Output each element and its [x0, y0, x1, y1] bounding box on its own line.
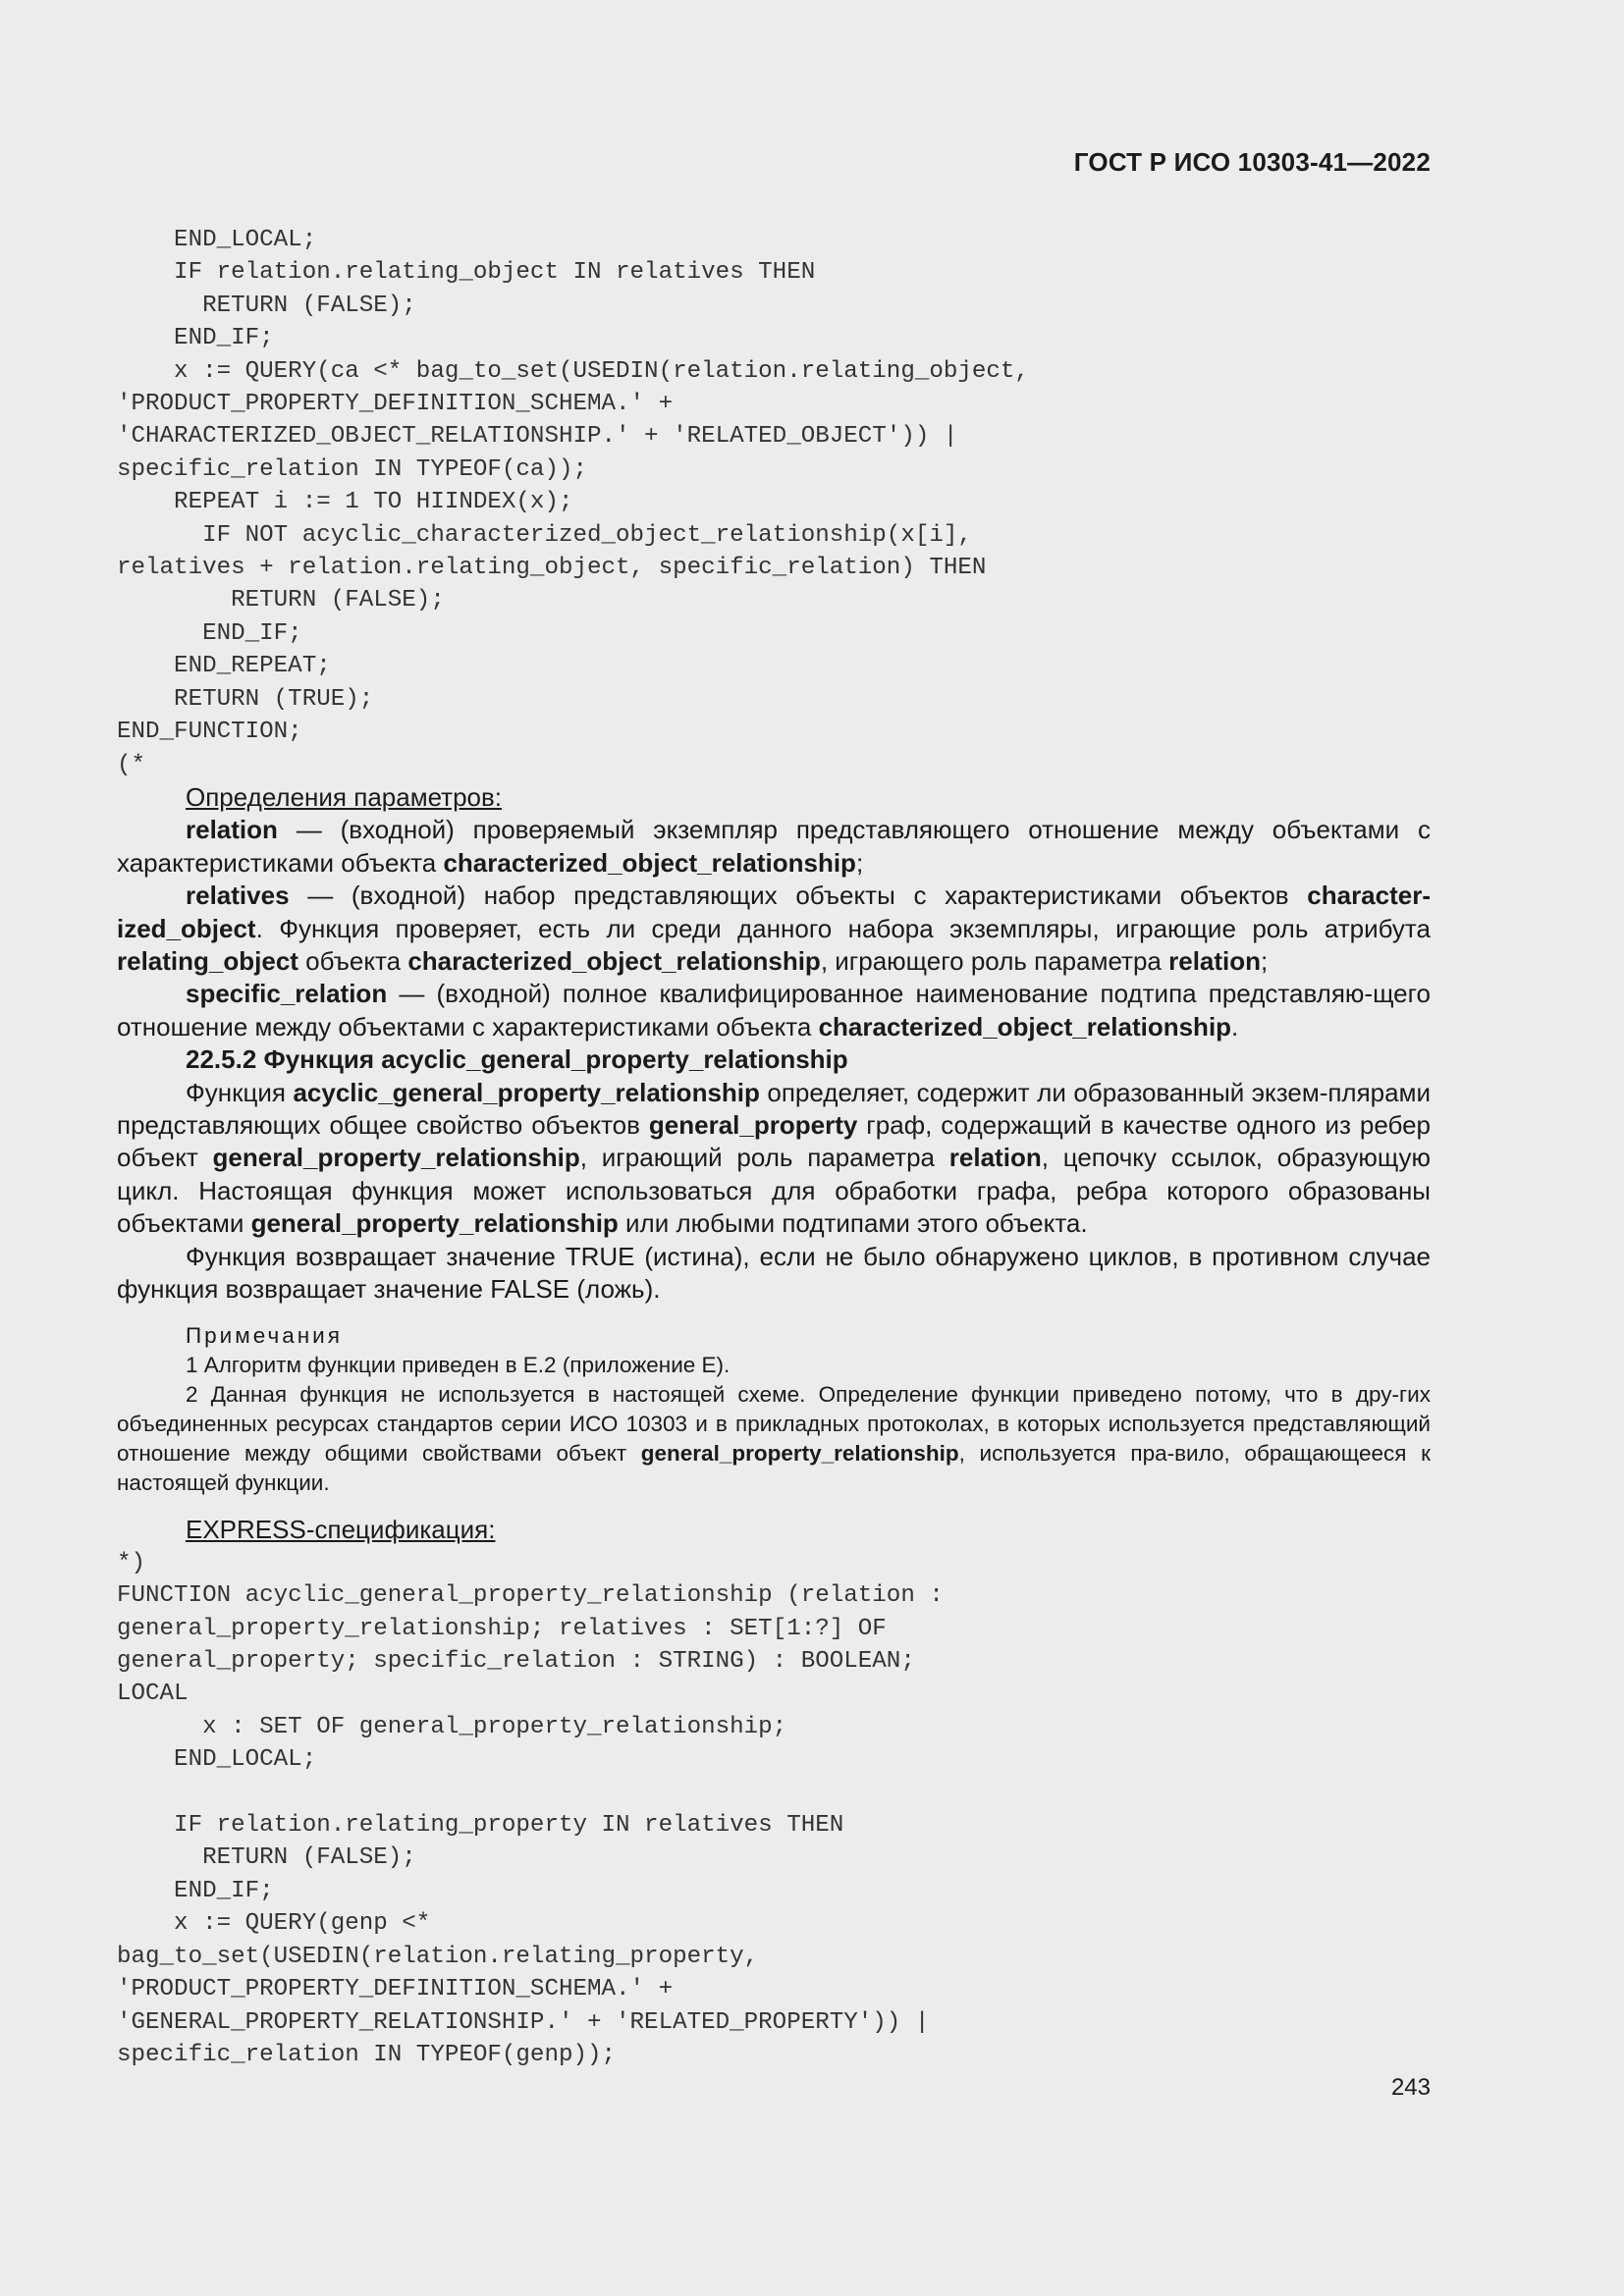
express-spec-title: EXPRESS-спецификация:: [186, 1515, 496, 1545]
page-number: 243: [1390, 2074, 1431, 2101]
parameter-definitions: [117, 781, 1431, 1043]
code-block-top: END_LOCAL; IF relation.relating_object IN relatives THEN RETURN (FALSE); END_IF; x := QUERY(ca <* bag_to_set(USEDIN(relation.relating_object, 'PRODUCT_PROPERTY_DEFINITION_SCHEMA.' + 'CHARACTERIZED_OBJECT_RELATIONSHIP.' + 'RELATED_OBJECT')) | specific_relation IN TYPEOF(ca)); REPEAT i := 1 TO HIINDEX(x); IF NOT acyclic_characterized_object_relationship(x[i], relatives + relation.relating_object, specific_relation) THEN RETURN (FALSE); END_IF; END_REPEAT; RETURN (TRUE); END_FUNCTION; (*: [117, 227, 1029, 778]
note-1: 1 Алгоритм функции приведен в Е.2 (приложение Е).: [186, 1353, 731, 1378]
section-paragraph-2: Функция возвращает значение TRUE (истина), если не было обнаружено циклов, в противном случае функция возвращает значение FALSE (ложь).: [117, 1241, 1431, 1304]
notes-title: Примечания: [186, 1323, 343, 1349]
param-relation: relation — (входной) проверяемый экземпляр представляющего отношение между объектами с характеристиками объекта characterized_object_relationship;: [117, 815, 1431, 878]
params-title: Определения параметров:: [186, 781, 503, 812]
page-content: [117, 224, 1431, 2071]
note-2: 2 Данная функция не используется в настоящей схеме. Определение функции приведено потому, что в дру-гих объединенных ресурсах стандартов серии ИСО 10303 и в прикладных протоколах, в которых используется представляющий отношение между общими свойствами объект general_property_relationship, используется пра-вило, обращающееся к настоящей функции.: [117, 1382, 1431, 1496]
section-body: [117, 1077, 1431, 1307]
notes-block: [117, 1321, 1431, 1498]
param-specific-relation: specific_relation — (входной) полное квалифицированное наименование подтипа представляю-щего отношение между объектами с характеристиками объекта characterized_object_relationship.: [117, 979, 1431, 1041]
code-block-bottom: *) FUNCTION acyclic_general_property_relationship (relation : general_property_relationship; relatives : SET[1:?] OF general_property; specific_relation : STRING) : BOOLEAN; LOCAL x : SET OF general_property_relationship; END_LOCAL; IF relation.relating_property IN relatives THEN RETURN (FALSE); END_IF; x := QUERY(genp <* bag_to_set(USEDIN(relation.relating_property, 'PRODUCT_PROPERTY_DEFINITION_SCHEMA.' + 'GENERAL_PROPERTY_RELATIONSHIP.' + 'RELATED_PROPERTY')) | specific_relation IN TYPEOF(genp));: [117, 1549, 944, 2068]
section-paragraph-1: Функция acyclic_general_property_relationship определяет, содержит ли образованный экзем-плярами представляющих общее свойство объектов general_property граф, содержащий в качестве одного из ребер объект general_property_relationship, играющий роль параметра relation, цепочку ссылок, образующую цикл. Настоящая функция может использоваться для обработки графа, ребра которого образованы объектами general_property_relationship или любыми подтипами этого объекта.: [117, 1077, 1432, 1239]
section-heading: 22.5.2 Функция acyclic_general_property_relationship: [186, 1044, 848, 1075]
param-relatives: relatives — (входной) набор представляющих объекты с характеристиками объектов character-ized_object. Функция проверяет, есть ли среди данного набора экземпляры, играющие роль атрибута relating_object объекта characterized_object_relationship, играющего роль параметра relation;: [117, 881, 1431, 976]
document-header: ГОСТ Р ИСО 10303-41—2022: [1073, 147, 1431, 177]
